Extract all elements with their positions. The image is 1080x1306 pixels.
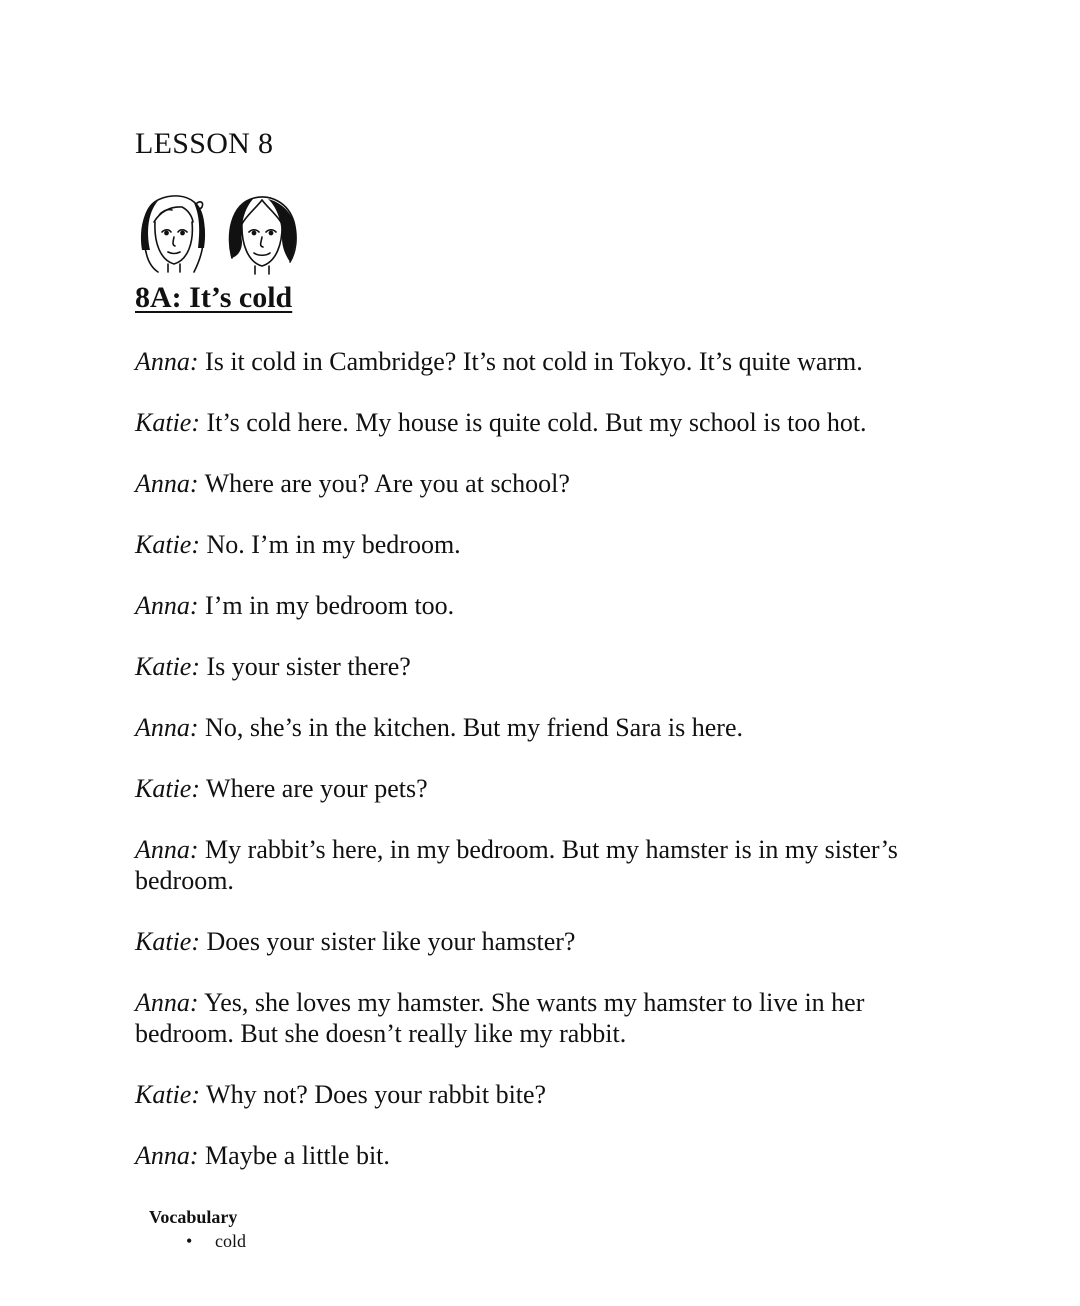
dialogue-line <box>135 529 935 560</box>
dialogue-text: I’m in my bedroom too. <box>198 591 455 620</box>
dialogue-line <box>135 1140 935 1171</box>
dialogue-text: No, she’s in the kitchen. But my friend Sara is here. <box>198 713 743 742</box>
bullet-icon: • <box>186 1231 193 1251</box>
dialogue-text: My rabbit’s here, in my bedroom. But my hamster is in my sister’s bedroom. <box>135 835 898 895</box>
vocabulary-word: cold <box>215 1231 246 1251</box>
dialogue-text: Why not? Does your rabbit bite? <box>200 1080 547 1109</box>
dialogue-text: Is your sister there? <box>200 652 411 681</box>
dialogue-line <box>135 590 935 621</box>
dialogue-line <box>135 651 935 682</box>
vocabulary-section <box>149 1206 246 1252</box>
character-portraits <box>136 192 304 276</box>
dialogue-text: Where are your pets? <box>200 774 428 803</box>
dialogue-text: No. I’m in my bedroom. <box>200 530 461 559</box>
dialogue-line <box>135 468 935 499</box>
girl-with-pigtails-portrait-icon <box>136 192 212 276</box>
dialogue-line <box>135 834 935 896</box>
dialogue-line <box>135 712 935 743</box>
dialogue-line <box>135 926 935 957</box>
speaker-name: Anna: <box>135 988 199 1017</box>
dialogue-text: It’s cold here. My house is quite cold. But my school is too hot. <box>200 408 867 437</box>
dialogue-line <box>135 773 935 804</box>
lesson-title: LESSON 8 <box>135 127 274 160</box>
vocabulary-list <box>149 1230 246 1252</box>
speaker-name: Katie: <box>135 652 200 681</box>
dialogue-text: Maybe a little bit. <box>198 1141 390 1170</box>
speaker-name: Katie: <box>135 927 200 956</box>
speaker-name: Anna: <box>135 835 199 864</box>
speaker-name: Anna: <box>135 1141 199 1170</box>
section-title: 8A: It’s cold <box>135 281 293 314</box>
speaker-name: Katie: <box>135 408 200 437</box>
dialogue-line <box>135 346 935 377</box>
dialogue-text: Where are you? Are you at school? <box>198 469 570 498</box>
speaker-name: Anna: <box>135 591 199 620</box>
dialogue-text: Does your sister like your hamster? <box>200 927 576 956</box>
dialogue-line <box>135 407 935 438</box>
speaker-name: Anna: <box>135 347 199 376</box>
vocabulary-heading: Vocabulary <box>149 1207 238 1227</box>
dialogue-text: Is it cold in Cambridge? It’s not cold in Tokyo. It’s quite warm. <box>198 347 863 376</box>
dialogue-text: Yes, she loves my hamster. She wants my hamster to live in her bedroom. But she doesn’t really like my rabbit. <box>135 988 865 1048</box>
girl-with-bob-portrait-icon <box>224 192 300 276</box>
speaker-name: Anna: <box>135 469 199 498</box>
dialogue <box>135 346 935 1201</box>
speaker-name: Katie: <box>135 530 200 559</box>
speaker-name: Anna: <box>135 713 199 742</box>
vocabulary-item <box>149 1230 246 1252</box>
dialogue-line <box>135 1079 935 1110</box>
dialogue-line <box>135 987 935 1049</box>
speaker-name: Katie: <box>135 774 200 803</box>
speaker-name: Katie: <box>135 1080 200 1109</box>
